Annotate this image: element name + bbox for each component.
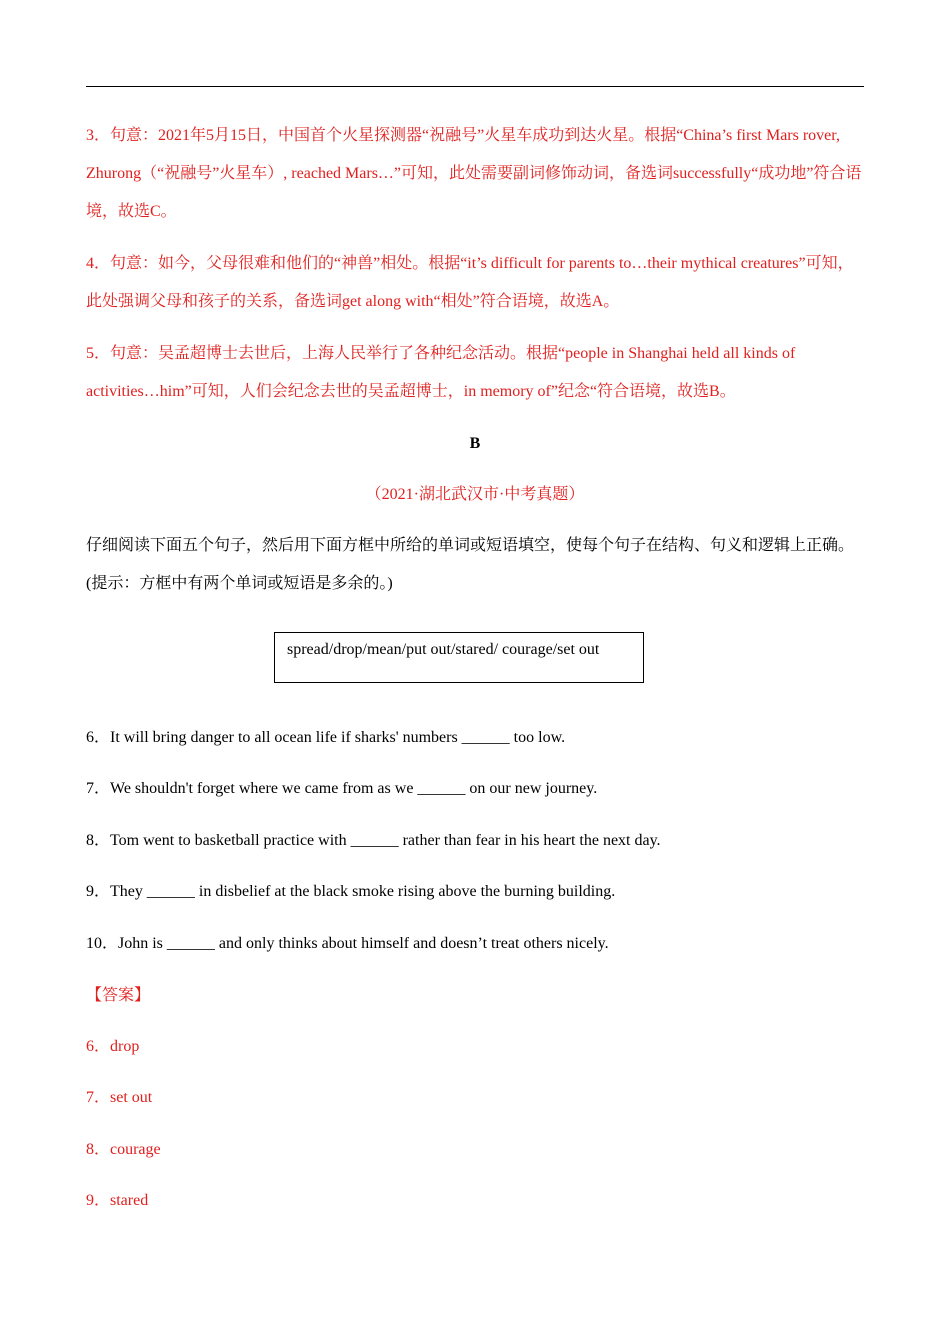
explanation-4: 4．句意：如今，父母很难和他们的“神兽”相处。根据“it’s difficult for parents to…their mythical creatures”可知，此处强调父母和孩子的关系，备选词get along with“相处”符合语境，故选A。 (86, 255, 854, 310)
question-10: 10．John is ______ and only thinks about himself and doesn’t treat others nicely. (86, 935, 609, 952)
question-9: 9．They ______ in disbelief at the black smoke rising above the burning building. (86, 883, 616, 900)
source-label: （2021·湖北武汉市·中考真题） (365, 486, 585, 503)
answer-6: 6．drop (86, 1038, 140, 1055)
answer-heading: 【答案】 (86, 987, 151, 1004)
question-7: 7．We shouldn't forget where we came from as we ______ on our new journey. (86, 780, 598, 797)
section-letter: B (469, 435, 481, 452)
header-rule (86, 86, 864, 87)
question-6: 6．It will bring danger to all ocean life if sharks' numbers ______ too low. (86, 729, 566, 746)
word-box: spread/drop/mean/put out/stared/ courage/set out (274, 632, 644, 683)
instruction-text: 仔细阅读下面五个句子，然后用下面方框中所给的单词或短语填空，使每个句子在结构、句义和逻辑上正确。(提示：方框中有两个单词或短语是多余的。) (86, 537, 855, 592)
answer-7: 7．set out (86, 1089, 153, 1106)
explanation-3: 3．句意：2021年5月15日，中国首个火星探测器“祝融号”火星车成功到达火星。根据“China’s first Mars rover, Zhurong（“祝融号”火星车）, reached Mars…”可知，此处需要副词修饰动词，备选词successfully“成功地”符合语境，故选C。 (86, 127, 862, 220)
explanation-5: 5．句意：吴孟超博士去世后，上海人民举行了各种纪念活动。根据“people in Shanghai held all kinds of activities…him”可知，人们会纪念去世的吴孟超博士，in memory of”纪念“符合语境，故选B。 (86, 345, 796, 400)
answer-9: 9．stared (86, 1192, 149, 1209)
answer-8: 8．courage (86, 1141, 161, 1158)
question-8: 8．Tom went to basketball practice with ______ rather than fear in his heart the next day. (86, 832, 661, 849)
